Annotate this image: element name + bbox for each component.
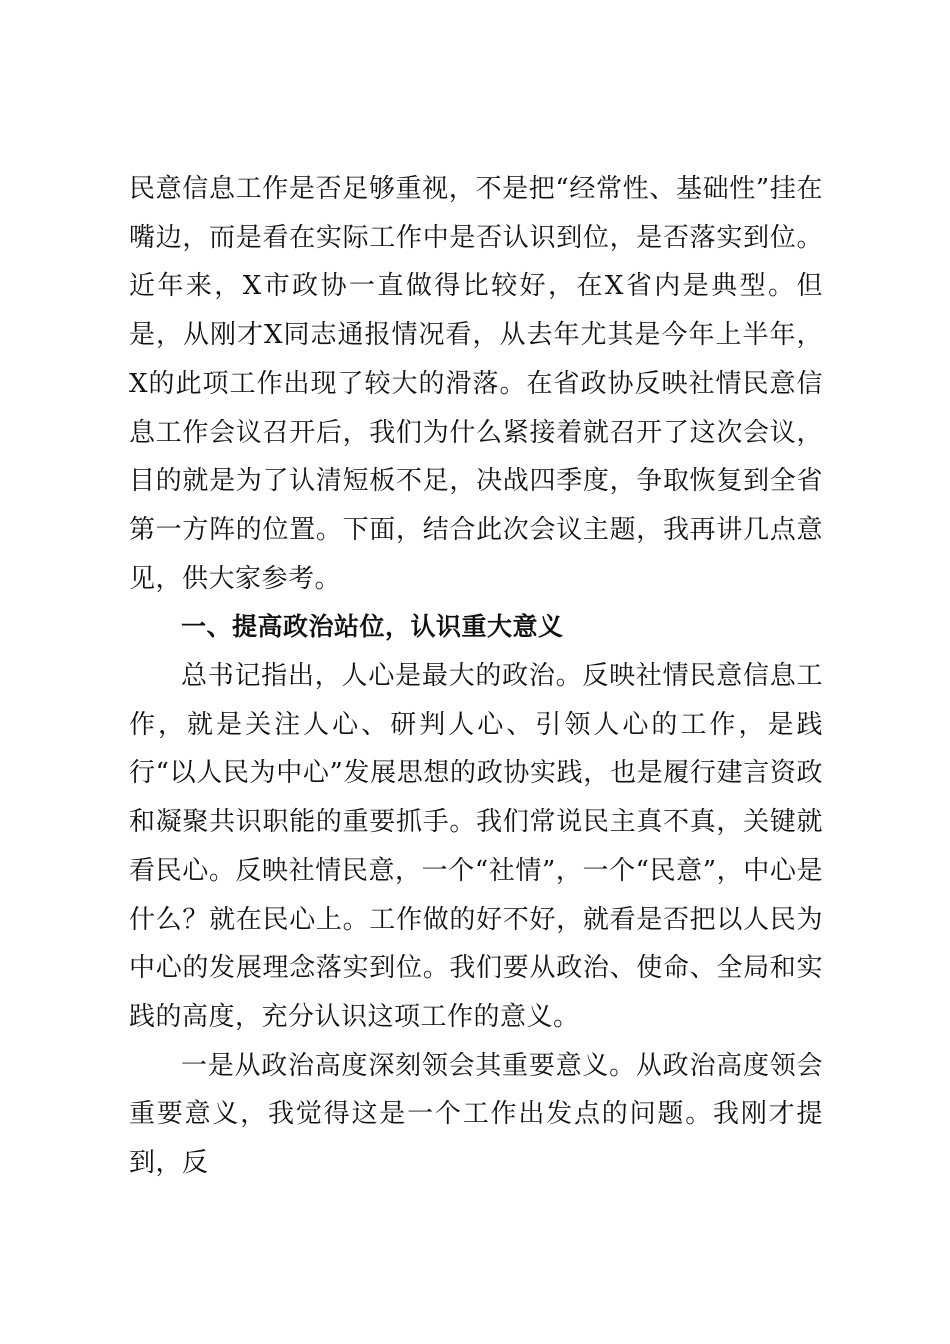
document-body [129, 165, 823, 1188]
paragraph-continuation: 民意信息工作是否足够重视，不是把“经常性、基础性”挂在嘴边，而是看在实际工作中是否认识到位，是否落实到位。近年来，X市政协一直做得比较好，在X省内是典型。但是，从刚才X同志通报情况看，从去年尤其是今年上半年，X的此项工作出现了较大的滑落。在省政协反映社情民意信息工作会议召开后，我们为什么紧接着就召开了这次会议，目的就是为了认清短板不足，决战四季度，争取恢复到全省第一方阵的位置。下面，结合此次会议主题，我再讲几点意见，供大家参考。 [129, 174, 823, 594]
section-heading: 一、提高政治站位，认识重大意义 [181, 612, 564, 642]
paragraph-point-one: 一是从政治高度深刻领会其重要意义。从政治高度领会重要意义，我觉得这是一个工作出发点的问题。我刚才提到，反 [129, 1050, 823, 1179]
paragraph-political-significance: 总书记指出，人心是最大的政治。反映社情民意信息工作，就是关注人心、研判人心、引领人心的工作，是践行“以人民为中心”发展思想的政协实践，也是履行建言资政和凝聚共识职能的重要抓手。我们常说民主真不真，关键就看民心。反映社情民意，一个“社情”，一个“民意”，中心是什么？就在民心上。工作做的好不好，就看是否把以人民为中心的发展理念落实到位。我们要从政治、使命、全局和实践的高度，充分认识这项工作的意义。 [129, 661, 823, 1032]
